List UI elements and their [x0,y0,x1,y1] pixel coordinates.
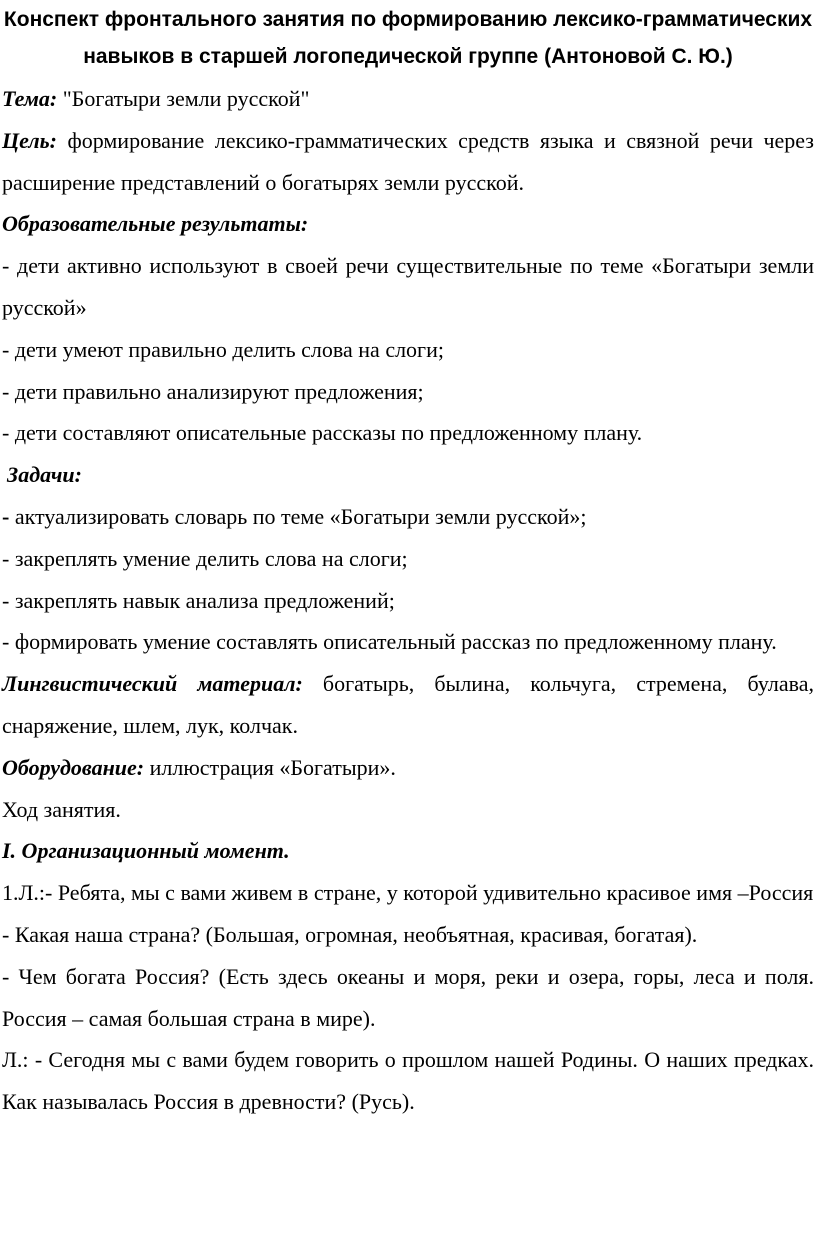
results-item: - дети правильно анализируют предложения; [2,378,424,404]
equipment-text: иллюстрация «Богатыри». [144,754,396,780]
section-heading: I. Организационный момент. [2,838,290,864]
tasks-item: - закреплять умение делить слова на слоги; [2,545,408,571]
dialogue-paragraph: 1.Л.:- Ребята, мы с вами живем в стране, у которой удивительно красивое имя –Россия [2,880,814,906]
goal-text: формирование лексико-грамматических средств языка и связной речи через расширение представлений о богатырях земли русской. [2,127,814,195]
tasks-item: - закреплять навык анализа предложений; [2,587,395,613]
theme-paragraph [2,78,814,120]
results-item: - дети активно используют в своей речи существительные по теме «Богатыри земли русской» [2,253,814,320]
goal-label: Цель: [2,127,57,153]
tasks-first-dash: - [2,503,10,529]
document-title: Конспект фронтального занятия по формированию лексико-грамматических навыков в старшей логопедической группе (Антоновой С. Ю.) [3,8,813,68]
dialogue-paragraph: - Чем богата Россия? (Есть здесь океаны и моря, реки и озера, горы, леса и поля. Россия – самая большая страна в мире). [2,963,814,1031]
document-body [2,78,814,1123]
linguistic-label: Лингвистический материал: [2,671,303,697]
equipment-label: Оборудование: [2,754,145,780]
theme-label: Тема: [2,86,58,111]
results-heading: Образовательные результаты: [2,211,309,237]
tasks-item [2,496,814,538]
dialogue-paragraph: Л.: - Сегодня мы с вами будем говорить о прошлом нашей Родины. О наших предках. Как называлась Россия в древности? (Русь). [2,1047,814,1115]
tasks-item: - формировать умение составлять описательный рассказ по предложенному плану. [2,629,777,655]
results-item: - дети умеют правильно делить слова на слоги; [2,336,444,362]
linguistic-paragraph [2,663,814,747]
tasks-first-text: актуализировать словарь по теме «Богатыри земли русской»; [9,503,587,529]
tasks-heading: Задачи: [7,462,82,488]
equipment-paragraph [2,747,814,789]
dialogue-paragraph: - Какая наша страна? (Большая, огромная, необъятная, красивая, богатая). [2,921,698,947]
linguistic-text: богатырь, былина, кольчуга, стремена, булава, снаряжение, шлем, лук, колчак. [2,671,814,738]
course-heading: Ход занятия. [2,796,121,822]
results-item: - дети составляют описательные рассказы по предложенному плану. [2,420,643,446]
theme-text: "Богатыри земли русской" [57,86,310,111]
goal-paragraph [2,120,814,204]
